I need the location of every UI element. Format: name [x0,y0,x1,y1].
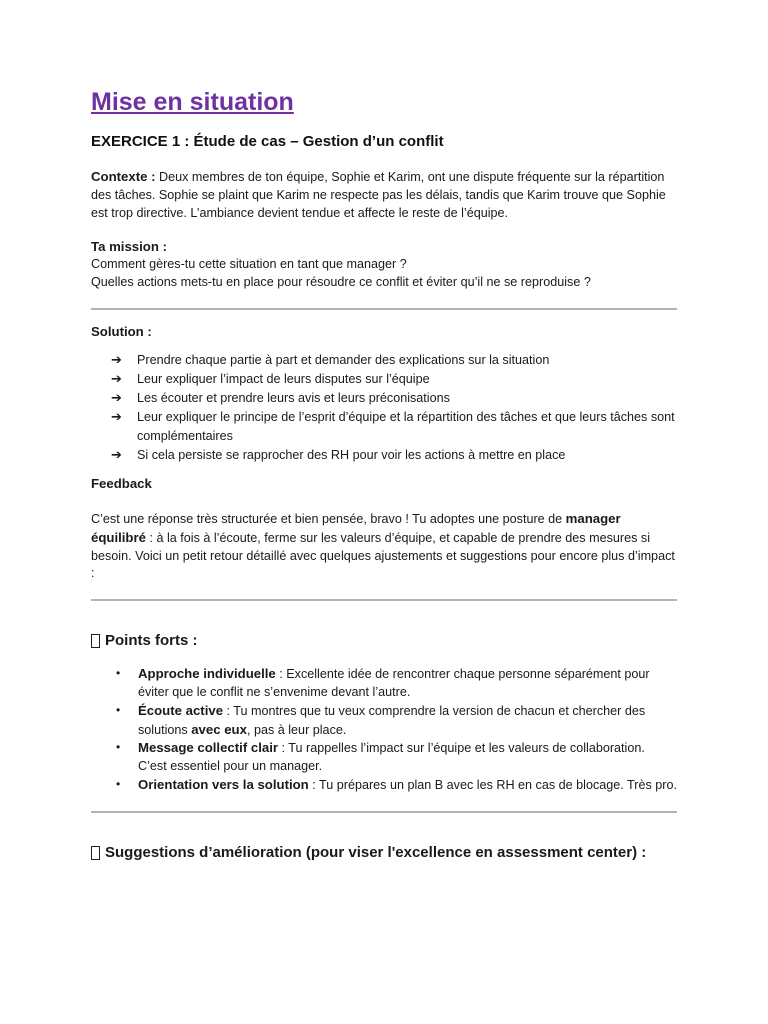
right-arrow-icon: ➔ [111,409,122,425]
feedback-bold: manager équilibré [91,510,621,545]
divider [91,308,677,310]
solution-item-text: Si cela persiste se rapprocher des RH pour voir les actions à mettre en place [137,447,566,462]
bullet-dot-icon: • [116,776,121,791]
bullet-dot-icon: • [116,702,121,717]
list-item [111,408,677,446]
solution-item-text: Leur expliquer l’impact de leurs disputes sur l’équipe [137,371,430,386]
mission-line-2: Quelles actions mets-tu en place pour résoudre ce conflit et éviter qu’il ne se reproduise ? [91,275,591,290]
feedback-text-after: : à la fois à l’écoute, ferme sur les valeurs d’équipe, et capable de prendre des mesures si besoin. Voici un petit retour détaillé avec quelques ajustements et suggestions pour encore plus d’impact : [91,530,675,581]
solution-item-text: Les écouter et prendre leurs avis et leurs préconisations [137,390,450,405]
right-arrow-icon: ➔ [111,352,122,368]
context-text: Deux membres de ton équipe, Sophie et Karim, ont une dispute fréquente sur la répartition des tâches. Sophie se plaint que Karim ne respecte pas les délais, tandis que Karim trouve que Sophie est trop directive. L’ambiance devient tendue et affecte le reste de l’équipe. [91,170,666,220]
right-arrow-icon: ➔ [111,371,122,387]
strength-title: Message collectif clair [138,740,279,756]
strength-text: : Excellente idée de rencontrer chaque personne séparément pour éviter que le conflit ne s’envenime devant l’autre. [138,667,650,699]
feedback-text-before: C’est une réponse très structurée et bien pensée, bravo ! Tu adoptes une posture de [91,511,566,526]
list-item [111,351,677,370]
divider [91,811,677,813]
mission-line-1: Comment gères-tu cette situation en tant que manager ? [91,257,407,272]
context-paragraph [91,168,677,222]
strength-title: Écoute active [138,702,224,718]
list-item [116,702,677,740]
divider [91,599,677,601]
strengths-label: Points forts : [105,632,198,650]
solution-item-text: Leur expliquer le principe de l’esprit d’équipe et la répartition des tâches et que leurs tâches sont complémentaires [137,409,675,443]
strength-text-end: , pas à leur place. [246,722,347,737]
bullet-dot-icon: • [116,666,121,681]
strengths-list [91,665,677,795]
strengths-heading [91,631,677,651]
list-item [116,739,677,776]
solution-list [91,351,677,465]
feedback-label: Feedback [91,475,152,491]
list-item [111,370,677,389]
list-item [116,665,677,702]
missing-glyph-box-icon [91,846,100,860]
right-arrow-icon: ➔ [111,390,122,406]
suggestions-heading [91,843,677,863]
strength-text: : Tu rappelles l’impact sur l’équipe et les valeurs de collaboration. C’est essentiel pour un manager. [138,741,645,774]
strength-title: Approche individuelle [138,666,276,682]
feedback-paragraph [91,510,677,583]
exercise-title: EXERCICE 1 : Étude de cas – Gestion d’un conflit [91,133,444,150]
strength-text: : Tu montres que tu veux comprendre la version de chacun et chercher des solutions [138,703,646,737]
strength-text: : Tu prépares un plan B avec les RH en cas de blocage. Très pro. [308,777,677,792]
context-label: Contexte : [91,169,156,184]
mission-label: Ta mission : [91,239,167,255]
list-item [111,446,677,465]
missing-glyph-box-icon [91,634,100,648]
strength-title: Orientation vers la solution [138,776,309,792]
solution-item-text: Prendre chaque partie à part et demander des explications sur la situation [137,352,550,367]
right-arrow-icon: ➔ [111,447,122,463]
list-item [111,389,677,408]
page-title: Mise en situation [91,88,294,116]
suggestions-label: Suggestions d’amélioration (pour viser l'excellence en assessment center) : [105,843,647,861]
bullet-dot-icon: • [116,740,121,755]
solution-label: Solution : [91,323,152,339]
strength-emphasis: avec eux [191,721,247,737]
list-item [116,776,677,795]
